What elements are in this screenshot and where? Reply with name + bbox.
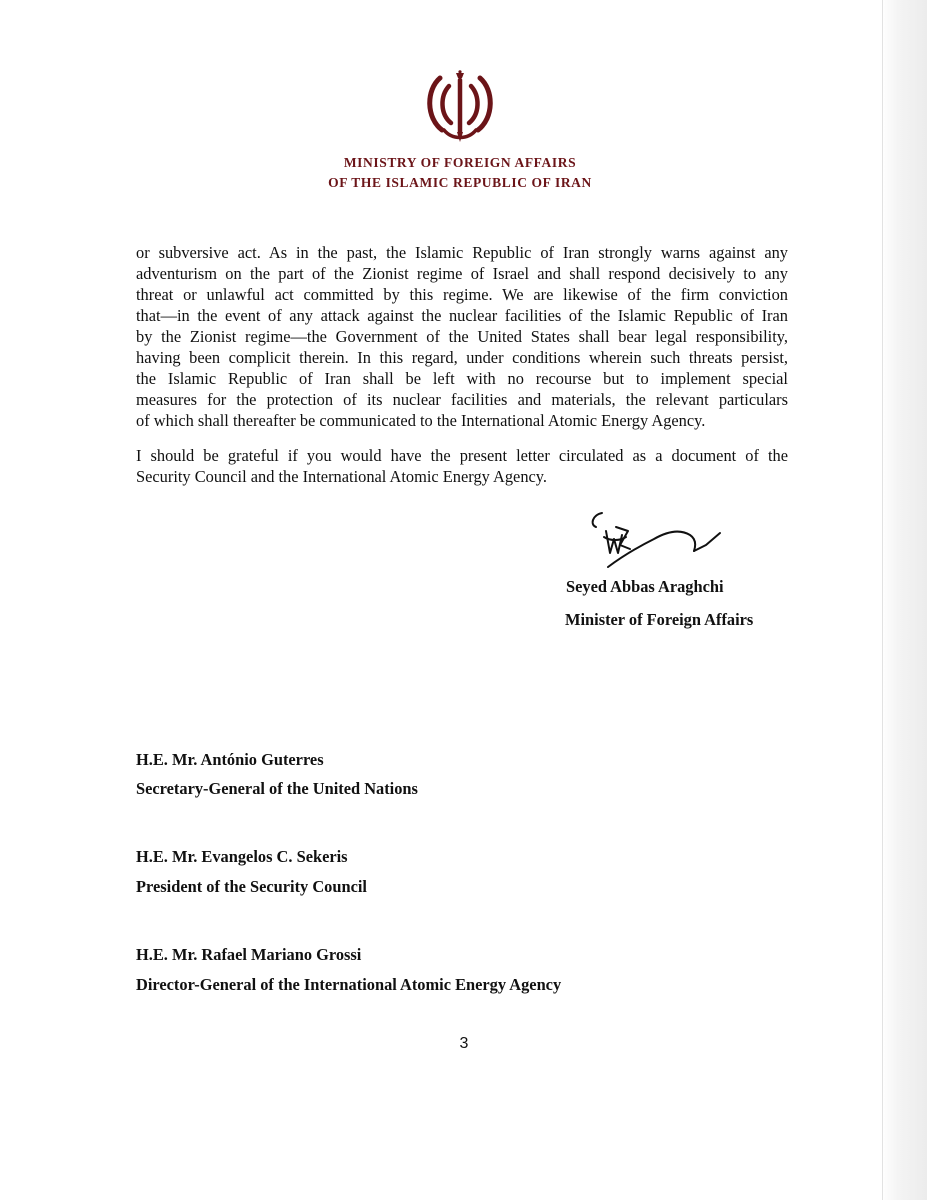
ministry-name-line2: OF THE ISLAMIC REPUBLIC OF IRAN: [328, 175, 592, 190]
addressee-title: Director-General of the International Atomic Energy Agency: [136, 975, 562, 994]
paragraph-line: of which shall thereafter be communicated to the International Atomic Energy Agency.: [136, 411, 706, 430]
letter-paragraph: [136, 242, 788, 431]
iran-emblem-icon: [424, 70, 496, 146]
page-number: 3: [459, 1035, 469, 1052]
paragraph-line: I should be grateful if you would have the present letter circulated as a document of the: [136, 446, 788, 465]
paragraph-line: adventurism on the part of the Zionist regime of Israel and shall respond decisively to any: [136, 264, 788, 283]
page-edge-line: [882, 0, 883, 1200]
paragraph-line: by the Zionist regime—the Government of the United States shall bear legal responsibility,: [136, 327, 788, 346]
addressee-title: Secretary-General of the United Nations: [136, 779, 418, 798]
signatory-title: Minister of Foreign Affairs: [565, 610, 754, 629]
addressee-name: H.E. Mr. Rafael Mariano Grossi: [136, 945, 362, 964]
paragraph-line: that—in the event of any attack against the nuclear facilities of the Islamic Republic of Iran: [136, 306, 788, 325]
paragraph-line: Security Council and the International Atomic Energy Agency.: [136, 467, 548, 486]
paragraph-line: having been complicit therein. In this regard, under conditions wherein such threats persist,: [136, 348, 788, 367]
page-edge-shadow: [882, 0, 927, 1200]
addressee-name: H.E. Mr. Evangelos C. Sekeris: [136, 847, 348, 866]
paragraph-line: threat or unlawful act committed by this regime. We are likewise of the firm conviction: [136, 285, 788, 304]
ministry-name-line1: MINISTRY OF FOREIGN AFFAIRS: [343, 155, 577, 170]
addressee-title: President of the Security Council: [136, 877, 367, 896]
addressee-name: H.E. Mr. António Guterres: [136, 750, 324, 769]
paragraph-line: measures for the protection of its nuclear facilities and materials, the relevant particulars: [136, 390, 788, 409]
closing-paragraph: [136, 445, 788, 487]
signatory-name: Seyed Abbas Araghchi: [566, 577, 724, 596]
paragraph-line: the Islamic Republic of Iran shall be left with no recourse but to implement special: [136, 369, 788, 388]
paragraph-line: or subversive act. As in the past, the Islamic Republic of Iran strongly warns against any: [136, 243, 788, 262]
